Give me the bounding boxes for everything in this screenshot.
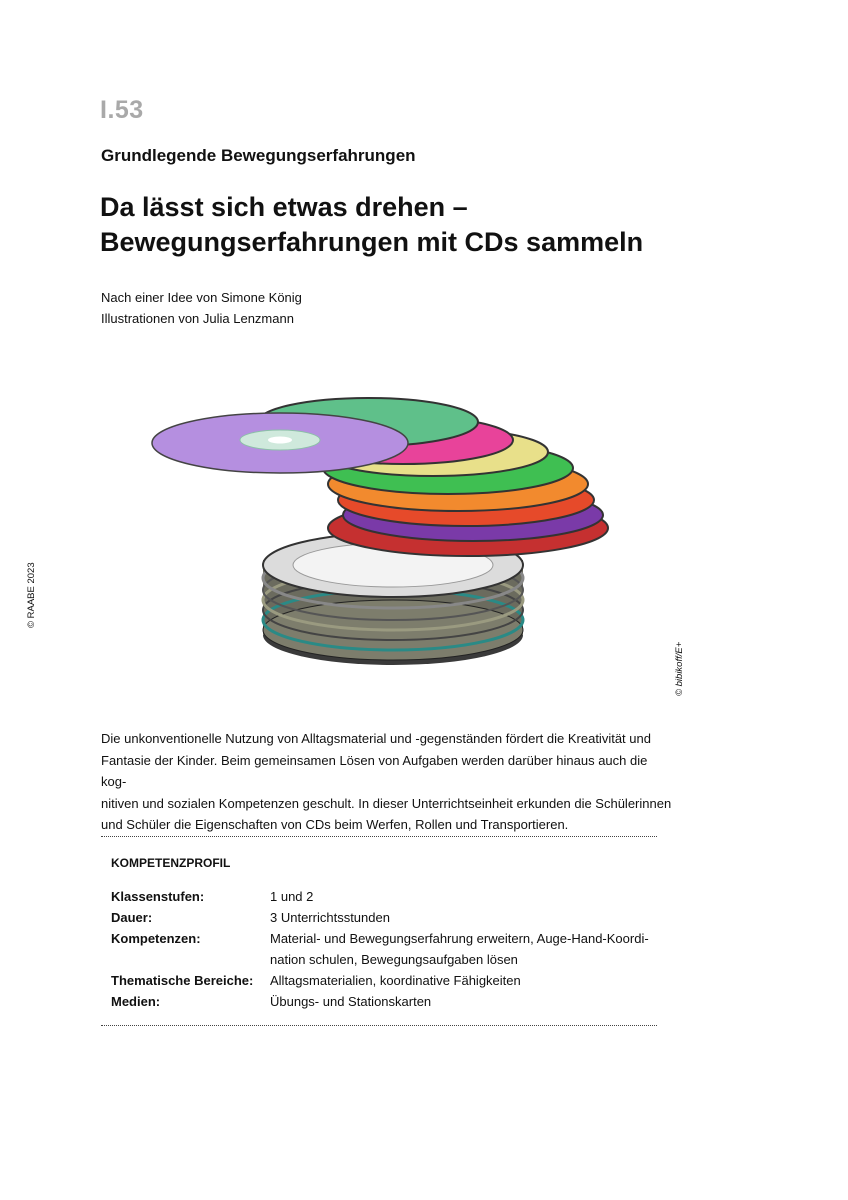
divider-top [101, 836, 657, 837]
competence-profile [111, 886, 671, 1012]
profile-label: Kompetenzen: [111, 931, 201, 946]
idea-credit: Nach einer Idee von Simone König [101, 290, 302, 305]
profile-row [111, 928, 671, 970]
intro-line: Die unkonventionelle Nutzung von Alltagsmaterial und -gegenständen fördert die Kreativität und [101, 731, 651, 746]
intro-text [101, 728, 673, 836]
intro-line: Fantasie der Kinder. Beim gemeinsamen Lösen von Aufgaben werden darüber hinaus auch die kog- [101, 752, 648, 789]
page-title [100, 190, 643, 260]
profile-label: Klassenstufen: [111, 889, 205, 904]
profile-heading: KOMPETENZPROFIL [111, 856, 231, 870]
profile-value: 3 Unterrichtsstunden [270, 910, 390, 925]
profile-value: Material- und Bewegungserfahrung erweitern, Auge-Hand-Koordi- nation schulen, Bewegungsaufgaben lösen [270, 931, 649, 967]
credits [101, 287, 302, 329]
profile-label: Thematische Bereiche: [111, 973, 254, 988]
profile-value: 1 und 2 [270, 889, 314, 904]
divider-bottom [101, 1025, 657, 1026]
profile-row [111, 970, 671, 991]
cd-stack-upper [152, 398, 608, 556]
title-line-1: Da lässt sich etwas drehen – [100, 192, 468, 222]
profile-row [111, 886, 671, 907]
side-copyright: © RAABE 2023 [26, 562, 37, 628]
cd-stack-photo [148, 380, 618, 680]
intro-line: nitiven und sozialen Kompetenzen geschult. In dieser Unterrichtseinheit erkunden die Schülerinnen [101, 795, 672, 811]
title-line-2: Bewegungserfahrungen mit CDs sammeln [100, 227, 644, 257]
page-code: I.53 [100, 96, 144, 124]
photo-credit: © bibikoff/E+ [674, 641, 685, 696]
illustration-credit: Illustrationen von Julia Lenzmann [101, 311, 294, 326]
subject-heading: Grundlegende Bewegungserfahrungen [101, 146, 416, 165]
profile-value: Übungs- und Stationskarten [270, 994, 432, 1009]
profile-value: Alltagsmaterialien, koordinative Fähigkeiten [270, 973, 521, 988]
profile-label: Dauer: [111, 910, 153, 925]
intro-line: und Schüler die Eigenschaften von CDs beim Werfen, Rollen und Transportieren. [101, 817, 569, 832]
profile-row [111, 991, 671, 1012]
profile-row [111, 907, 671, 928]
profile-label: Medien: [111, 994, 161, 1009]
